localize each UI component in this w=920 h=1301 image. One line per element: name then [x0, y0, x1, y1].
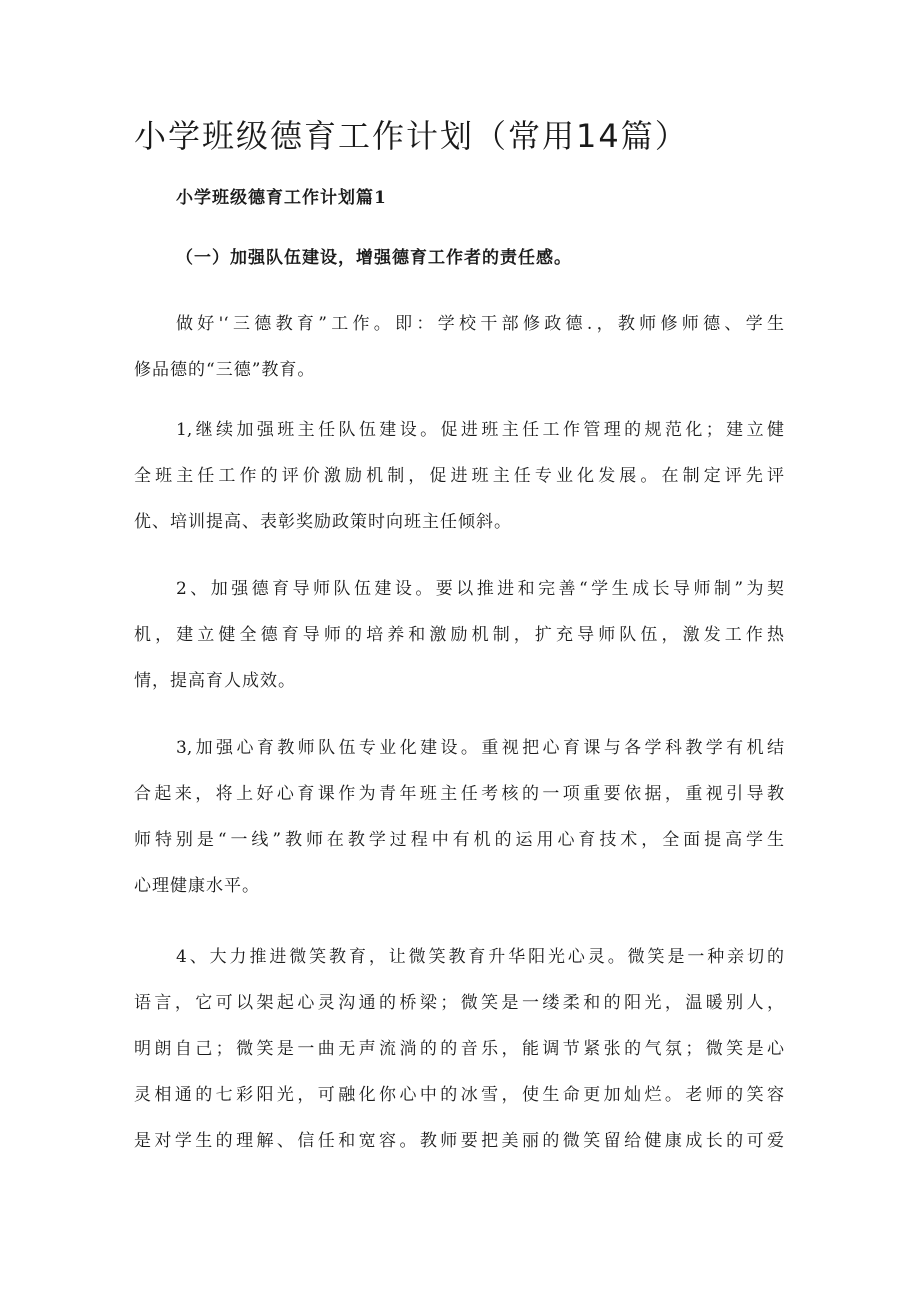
- document-title: 小学班级德育工作计划（常用14篇）: [134, 117, 689, 155]
- section-heading: （一）加强队伍建设，增强德育工作者的责任感。: [176, 248, 572, 268]
- paragraph-line: 1,继续加强班主任队伍建设。促进班主任工作管理的规范化；建立健: [176, 420, 784, 440]
- paragraph-smile-education: [134, 934, 784, 1164]
- article-subtitle: 小学班级德育工作计划篇1: [176, 188, 387, 208]
- paragraph-line: 师特别是“一线”教师在教学过程中有机的运用心育技术，全面提高学生: [134, 830, 784, 850]
- paragraph-line: 2、加强德育导师队伍建设。要以推进和完善“学生成长导师制”为契: [176, 579, 784, 599]
- paragraph-line: 优、培训提高、表彰奖励政策时向班主任倾斜。: [134, 512, 512, 532]
- paragraph-line: 做好'‘三德教育”工作。即：学校干部修政德.，教师修师德、学生: [176, 314, 784, 334]
- paragraph-line: 明朗自己；微笑是一曲无声流淌的的音乐，能调节紧张的气氛；微笑是心: [134, 1039, 784, 1059]
- paragraph-mentor-team: [134, 566, 784, 704]
- paragraph-counseling-team: [134, 725, 784, 909]
- paragraph-line: 全班主任工作的评价激励机制，促进班主任专业化发展。在制定评先评: [134, 466, 784, 486]
- paragraph-line: 心理健康水平。: [134, 876, 260, 896]
- paragraph-line: 机，建立健全德育导师的培养和激励机制，扩充导师队伍，激发工作热: [134, 625, 784, 645]
- paragraph-line: 灵相通的七彩阳光，可融化你心中的冰雪，使生命更加灿烂。老师的笑容: [134, 1085, 784, 1105]
- paragraph-line: 4、大力推进微笑教育，让微笑教育升华阳光心灵。微笑是一种亲切的: [176, 947, 784, 967]
- paragraph-line: 合起来，将上好心育课作为青年班主任考核的一项重要依据，重视引导教: [134, 784, 784, 804]
- paragraph-line: 3,加强心育教师队伍专业化建设。重视把心育课与各学科教学有机结: [176, 738, 784, 758]
- paragraph-line: 语言，它可以架起心灵沟通的桥梁；微笑是一缕柔和的阳光，温暖别人，: [134, 993, 784, 1013]
- paragraph-line: 情，提高育人成效。: [134, 671, 296, 691]
- paragraph-three-virtues: [134, 301, 784, 393]
- paragraph-line: 修品德的“三德”教育。: [134, 360, 316, 380]
- paragraph-headteacher-team: [134, 407, 784, 545]
- paragraph-line: 是对学生的理解、信任和宽容。教师要把美丽的微笑留给健康成长的可爱: [134, 1131, 784, 1151]
